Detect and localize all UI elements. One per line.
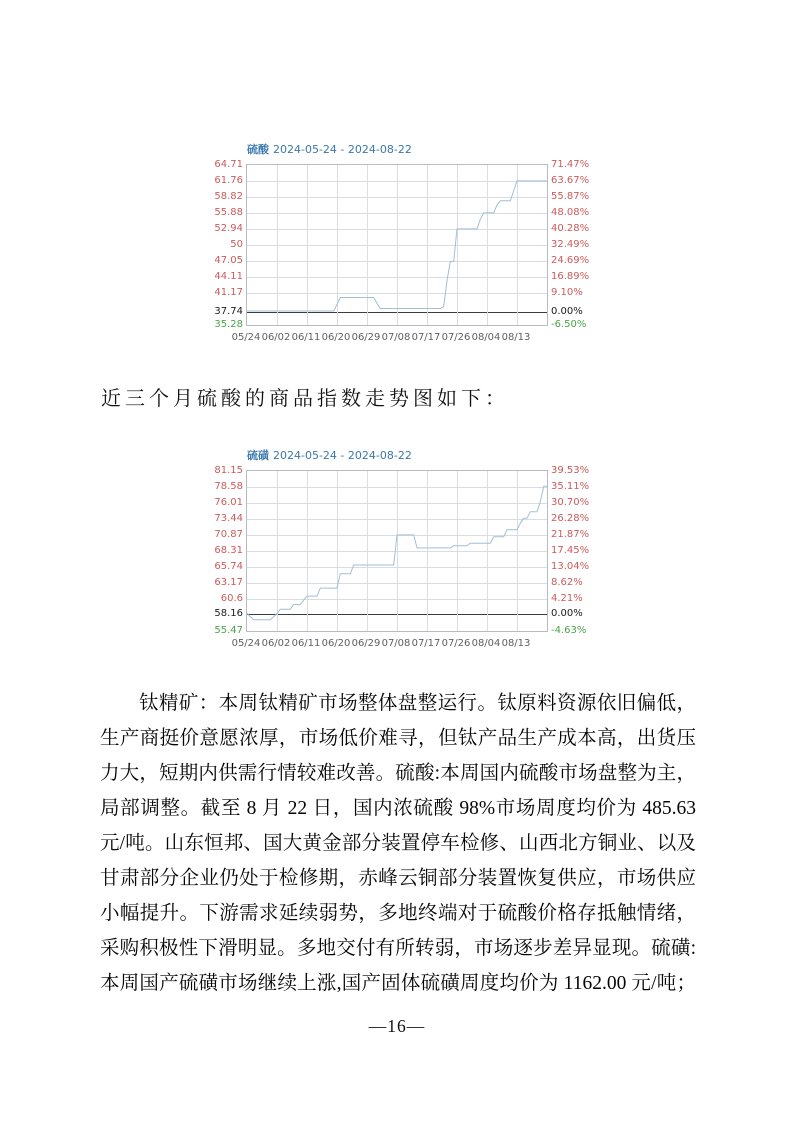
x-axis-date-label: 07/08 xyxy=(381,332,411,343)
y-axis-percent-label: 71.47% xyxy=(551,159,590,170)
x-axis-date-label: 07/26 xyxy=(441,638,471,649)
y-axis-percent-label: 9.10% xyxy=(551,287,583,298)
chart-title xyxy=(247,141,412,157)
y-axis-percent-label: 32.49% xyxy=(551,239,590,250)
y-axis-percent-label: 8.62% xyxy=(551,577,583,588)
x-axis-date-label: 08/04 xyxy=(471,332,501,343)
x-axis-date-label: 07/26 xyxy=(441,332,471,343)
y-axis-price-label: 55.88 xyxy=(214,207,243,218)
x-axis-date-label: 06/20 xyxy=(321,638,351,649)
y-axis-price-label: 52.94 xyxy=(214,223,243,234)
y-axis-percent-label: 24.69% xyxy=(551,255,590,266)
paragraph-line: 元/吨。山东恒邦、国大黄金部分装置停车检修、山西北方铜业、以及 xyxy=(100,833,696,854)
x-axis-date-label: 05/24 xyxy=(231,332,261,343)
y-axis-price-label: 73.44 xyxy=(214,513,243,524)
y-axis-percent-label: 30.70% xyxy=(551,497,590,508)
y-axis-percent-label: 17.45% xyxy=(551,545,590,556)
chart-product-name: 硫磺 xyxy=(247,449,269,462)
paragraph-line: 小幅提升。下游需求延续弱势，多地终端对于硫酸价格存抵触情绪， xyxy=(100,903,696,924)
y-axis-price-label: 68.31 xyxy=(214,545,243,556)
x-axis-date-label: 08/04 xyxy=(471,638,501,649)
y-axis-percent-label: 35.11% xyxy=(551,481,590,492)
y-axis-price-label: 76.01 xyxy=(214,497,243,508)
paragraph-line: 钛精矿：本周钛精矿市场整体盘整运行。钛原料资源依旧偏低， xyxy=(139,693,696,714)
x-axis-date-label: 08/13 xyxy=(501,332,531,343)
y-axis-percent-label: 55.87% xyxy=(551,191,590,202)
y-axis-price-label: 41.17 xyxy=(214,287,243,298)
x-axis-date-label: 06/02 xyxy=(261,332,291,343)
y-axis-percent-label: 0.00% xyxy=(551,305,583,317)
y-axis-percent-label: 48.08% xyxy=(551,207,590,218)
index-line-series xyxy=(247,471,547,631)
x-axis-date-label: 06/20 xyxy=(321,332,351,343)
chart-product-name: 硫酸 xyxy=(247,143,269,156)
chart-date-range: 2024-05-24 - 2024-08-22 xyxy=(273,449,412,462)
y-axis-price-label: 50 xyxy=(230,239,243,250)
paragraph-line: 本周国产硫磺市场继续上涨,国产固体硫磺周度均价为 1162.00 元/吨； xyxy=(100,973,696,994)
y-axis-percent-label: 39.53% xyxy=(551,465,590,476)
y-axis-price-label: 78.58 xyxy=(214,481,243,492)
x-axis-date-label: 06/29 xyxy=(351,638,381,649)
y-axis-percent-label: -4.63% xyxy=(551,625,587,636)
y-axis-price-label: 81.15 xyxy=(214,465,243,476)
y-axis-price-label: 63.17 xyxy=(214,577,243,588)
y-axis-price-label: 65.74 xyxy=(214,561,243,572)
y-axis-price-label: 44.11 xyxy=(214,271,243,282)
y-axis-price-label: 64.71 xyxy=(214,159,243,170)
y-axis-percent-label: -6.50% xyxy=(551,319,587,330)
plot-frame xyxy=(246,164,548,326)
y-axis-price-label: 35.28 xyxy=(214,319,243,330)
x-axis-date-label: 06/11 xyxy=(291,332,321,343)
paragraph-line: 甘肃部分企业仍处于检修期，赤峰云铜部分装置恢复供应，市场供应 xyxy=(100,868,696,889)
page-number: —16— xyxy=(368,1016,426,1036)
x-axis-date-label: 06/29 xyxy=(351,332,381,343)
x-axis-date-label: 07/17 xyxy=(411,638,441,649)
y-axis-price-label: 58.16 xyxy=(214,608,243,620)
plot-frame xyxy=(246,470,548,632)
y-axis-price-label: 37.74 xyxy=(214,305,243,317)
x-axis-date-label: 06/11 xyxy=(291,638,321,649)
paragraph-line: 局部调整。截至 8 月 22 日，国内浓硫酸 98%市场周度均价为 485.63 xyxy=(100,798,696,819)
y-axis-price-label: 47.05 xyxy=(214,255,243,266)
paragraph-line: 力大，短期内供需行情较难改善。硫酸:本周国内硫酸市场盘整为主， xyxy=(100,763,696,784)
index-line-series xyxy=(247,165,547,325)
y-axis-percent-label: 26.28% xyxy=(551,513,590,524)
x-axis-date-label: 07/08 xyxy=(381,638,411,649)
y-axis-percent-label: 0.00% xyxy=(551,608,583,620)
y-axis-price-label: 60.6 xyxy=(220,593,243,604)
sulfuric-acid-index-chart xyxy=(210,140,594,355)
y-axis-price-label: 61.76 xyxy=(214,175,243,186)
y-axis-percent-label: 21.87% xyxy=(551,529,590,540)
sulfur-index-chart xyxy=(210,446,594,661)
y-axis-percent-label: 4.21% xyxy=(551,593,583,604)
y-axis-price-label: 55.47 xyxy=(214,625,243,636)
y-axis-percent-label: 16.89% xyxy=(551,271,590,282)
y-axis-percent-label: 13.04% xyxy=(551,561,590,572)
chart-date-range: 2024-05-24 - 2024-08-22 xyxy=(273,143,412,156)
y-axis-percent-label: 63.67% xyxy=(551,175,590,186)
x-axis-date-label: 06/02 xyxy=(261,638,291,649)
section-heading: 近三个月硫酸的商品指数走势图如下： xyxy=(101,388,509,410)
paragraph-line: 生产商挺价意愿浓厚，市场低价难寻，但钛产品生产成本高，出货压 xyxy=(100,728,696,749)
paragraph-line: 采购积极性下滑明显。多地交付有所转弱，市场逐步差异显现。硫磺: xyxy=(100,938,696,959)
y-axis-price-label: 58.82 xyxy=(214,191,243,202)
x-axis-date-label: 05/24 xyxy=(231,638,261,649)
y-axis-price-label: 70.87 xyxy=(214,529,243,540)
x-axis-date-label: 08/13 xyxy=(501,638,531,649)
y-axis-percent-label: 40.28% xyxy=(551,223,590,234)
body-paragraph xyxy=(100,686,696,1001)
x-axis-date-label: 07/17 xyxy=(411,332,441,343)
chart-title xyxy=(247,447,412,463)
